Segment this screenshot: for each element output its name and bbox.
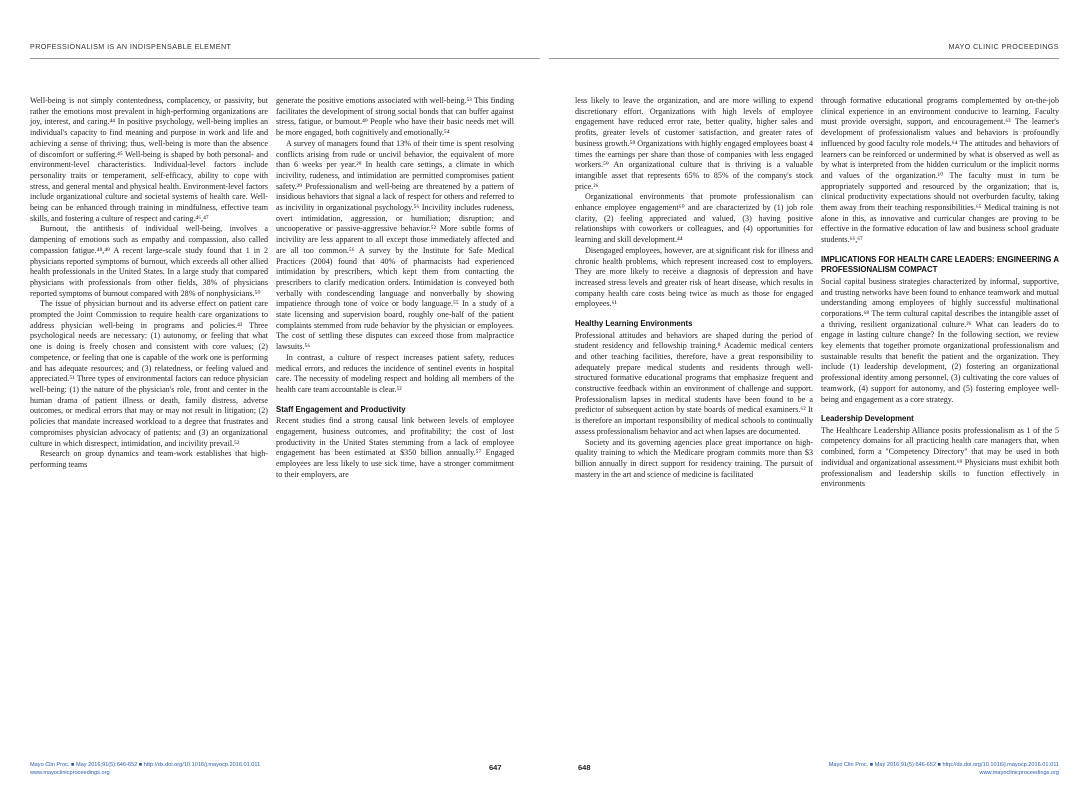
column-1: [30, 96, 268, 471]
section-heading: Healthy Learning Environments: [575, 319, 693, 329]
footer-right: [829, 761, 1059, 777]
paragraph: through formative educational programs complemented by on-the-job clinical experience in an environment conducive to learning. Faculty must provide oversight, support, and encouragement.⁶³ The learner's development of professionalism values and behaviors is profoundly influenced by good faculty role models.⁶⁴ The attitudes and behaviors of learners can be reinforced or undermined by what is observed as well as by what is interpreted from the hidden curriculum or the implicit norms and values of the organization.¹⁰ The faculty must in turn be appropriately supported and resourced by the organization; that is, clinical productivity expectations should not overburden faculty, taking them away from their teaching responsibilities.⁶⁵ Medical training is not alone in this, as innovative and curricular changes are proving to be effective in the formative education of law and business school graduate students.⁶⁶,⁶⁷: [821, 96, 1059, 245]
paragraph: Recent studies find a strong causal link between levels of employee engagement, business outcomes, and profitability; the cost of lost productivity in the United States stemming from a lack of employee engagement has been estimated at $350 billion annually.⁵⁷ Engaged employees are less likely to use sick time, have a stronger commitment to their employers, are: [276, 416, 514, 479]
paragraph: Society and its governing agencies place great importance on high-quality training to which the Medicare program commits more than $3 billion annually in direct support for residency training. The pursuit of mastery in the art and science of medicine is facilitated: [575, 437, 813, 479]
page-number-left: 647: [489, 763, 502, 772]
paragraph: In contrast, a culture of respect increases patient safety, reduces medical errors, and reduces the incidence of sentinel events in hospital care. The necessity of modeling respect and holding all members of the health care team accountable is clear.⁵²: [276, 352, 514, 394]
paragraph: Burnout, the antithesis of individual well-being, involves a dampening of emotions such as empathy and compassion, also called compassion fatigue.⁴⁸,⁴⁹ A recent large-scale study found that 1 in 2 physicians reported symptoms of burnout, which exceeds all other allied health professionals in the United States. In a large study that compared physicians with professionals from other fields, 38% of physicians reported symptoms of burnout compared with 28% of nonphysicians.⁵⁰: [30, 224, 268, 298]
paragraph: Research on group dynamics and team-work establishes that high-performing teams: [30, 449, 268, 469]
running-header-left: PROFESSIONALISM IS AN INDISPENSABLE ELEMENT: [30, 42, 232, 51]
footer-site-link[interactable]: www.mayoclinicproceedings.org: [30, 770, 110, 776]
paragraph: Organizational environments that promote professionalism can enhance employee engagement⁶⁰ and are characterized by (1) job role clarity, (2) feeling appreciated and valued, (3) having positive relationships with coworkers or colleagues, and (4) opportunities for learning and skill development.⁴⁴: [575, 192, 813, 245]
footer-left: [30, 761, 260, 777]
paragraph: Disengaged employees, however, are at significant risk for illness and chronic health problems, which represent increased cost to employers. They are more likely to receive a diagnosis of depression and have increased stress levels and greater risk of heart disease, which results in company health care costs being twice as much as those for engaged employees.⁶¹: [575, 245, 813, 309]
footer-citation-link[interactable]: Mayo Clin Proc. ■ May 2016;91(5):646-652 ■ http://dx.doi.org/10.1016/j.mayocp.2016.01.011: [30, 762, 261, 768]
paragraph: Well-being is not simply contentedness, complacency, or passivity, but rather the emotions most prevalent in high-performing organizations are joy, interest, and caring.⁴⁴ In positive psychology, well-being implies an individual's capacity to find meaning and purpose in work and life and achieving a sense of thriving; thus, well-being is more than the absence of discomfort or suffering.⁴⁵ Well-being is shaped by both personal- and environment-level characteristics. Individual-level factors include personality traits or temperament, self-efficacy, ability to cope with stress, and general mental and physical health. Environment-level factors include organizational culture and societal systems of health care. Well-being can be enhanced through training in mindfulness, effective team skills, and fostering a culture of respect and caring.⁴⁶,⁴⁷: [30, 96, 268, 223]
running-header-right: MAYO CLINIC PROCEEDINGS: [948, 42, 1059, 51]
paragraph: The issue of physician burnout and its adverse effect on patient care prompted the Joint Commission to require health care organizations to address physician well-being in programs and policies.⁴³ Three psychological needs are necessary: (1) autonomy, or feeling that what one is doing is freely chosen and consistent with core values; (2) competence, or feeling that one is capable of the work one is performing and has adequate resources; and (3) relatedness, or feeling valued and appreciated.⁵¹ Three types of environmental factors can reduce physician well-being: (1) the nature of the physician's role, front and center in the human drama of patient illness or death, family distress, adverse outcomes, or medical errors that may or may not result in litigation; (2) policies that mandate increased workload to a degree that frustrates and compromises physician advocacy of patients; and (3) an organizational culture in which disrespect, intimidation, and incivility prevail.⁵²: [30, 299, 268, 448]
section-heading: IMPLICATIONS FOR HEALTH CARE LEADERS: ENGINEERING A PROFESSIONALISM COMPACT: [821, 254, 1059, 275]
column-3: [575, 96, 813, 480]
paragraph: generate the positive emotions associated with well-being.⁵³ This finding facilitates the development of strong social bonds that can buffer against stress, fatigue, or burnout.⁴⁹ People who have their basic needs met will be more engaged, both cognitively and emotionally.⁵⁴: [276, 96, 514, 138]
column-2: [276, 96, 514, 480]
header-rule-left: [30, 58, 540, 59]
subsection-heading: Leadership Development: [821, 414, 914, 424]
section-heading: Staff Engagement and Productivity: [276, 404, 406, 414]
page-number-right: 648: [578, 763, 591, 772]
paragraph: less likely to leave the organization, and are more willing to expend discretionary effort. Organizations with high levels of employee engagement have reduced error rate, better quality, higher sales and profits, greater levels of customer satisfaction, and greater rates of business growth.⁵⁸ Organizations with highly engaged employees boast 4 times the earnings per share than those of companies with less engaged workers.⁵⁹ An organizational culture that is thriving is a valuable intangible asset that represents 65% to 85% of the company's stock price.²⁶: [575, 96, 813, 191]
footer-site-link[interactable]: www.mayoclinicproceedings.org: [979, 770, 1059, 776]
header-rule-right: [549, 58, 1059, 59]
column-4: [821, 96, 1059, 490]
footer-citation-link[interactable]: Mayo Clin Proc. ■ May 2016;91(5):646-652 ■ http://dx.doi.org/10.1016/j.mayocp.2016.01.011: [828, 762, 1059, 768]
paragraph: A survey of managers found that 13% of their time is spent resolving conflicts arising from rude or uncivil behavior, the equivalent of more than 6 weeks per year.²⁹ In health care settings, a climate in which incivility, rudeness, and intimidation are permitted compromises patient safety.²⁹ Professionalism and well-being are threatened by a pattern of insidious behaviors that signal a lack of respect for others and referred to as incivility in organizational psychology.⁵⁶ Incivility includes rudeness, overt intimidation, aggression, or humiliation; disruption; and uncooperative or passive-aggressive behavior.⁵² More subtle forms of incivility are less apparent to all except those immediately affected and are all too common.⁵⁶ A survey by the Institute for Safe Medical Practices (2004) found that 40% of pharmacists had experienced intimidation by prescribers, which kept them from contacting the prescribers to clarify medication orders. Intimidation is conveyed both verbally with condescending language and nonverbally by showing impatience through tone of voice or body language.⁵⁵ In a study of a state licensing and supervision board, roughly one-half of the patient complaints stemmed from rude behavior by the physician or employees. The cost of settling these disputes can exceed those from malpractice lawsuits.⁵⁶: [276, 138, 514, 352]
paragraph: Professional attitudes and behaviors are shaped during the period of student residency and fellowship training.⁸ Academic medical centers and other teaching facilities, therefore, have a great responsibility to adequately prepare medical students and residents through well-structured formative educational programs that emphasize frequent and constructive feedback within an environment of challenge and support. Professionalism lapses in medical students have been found to be a predictor of subsequent action by state boards of medical examiners.⁶² It is therefore an important responsibility of medical schools to continually assess professionalism behavior and act when lapses are documented.: [575, 330, 813, 436]
paragraph: The Healthcare Leadership Alliance posits professionalism as 1 of the 5 competency domains for all practicing health care managers that, when combined, form a "Competency Directory" that may be used in both individual and organizational assessment.⁶⁹ Physicians must exhibit both professionalism and leadership skills to function effectively in environments: [821, 425, 1059, 489]
paragraph: Social capital business strategies characterized by informal, supportive, and trusting networks have been found to enhance teamwork and mutual understanding among employees of highly successful multinational corporations.⁶⁸ The term cultural capital describes the intangible asset of a thriving, resilient organizational culture.²⁶ What can leaders do to engage in lasting culture change? In the following section, we review key elements that together promote organizational professionalism and sustainable results that benefit the patient and the organization. They include (1) leadership development, (2) fostering an organizational professional identity among personnel, (3) cultivating the core values of teamwork, (4) support for autonomy, and (5) fostering employee well-being and engagement as a core strategy.: [821, 276, 1059, 404]
